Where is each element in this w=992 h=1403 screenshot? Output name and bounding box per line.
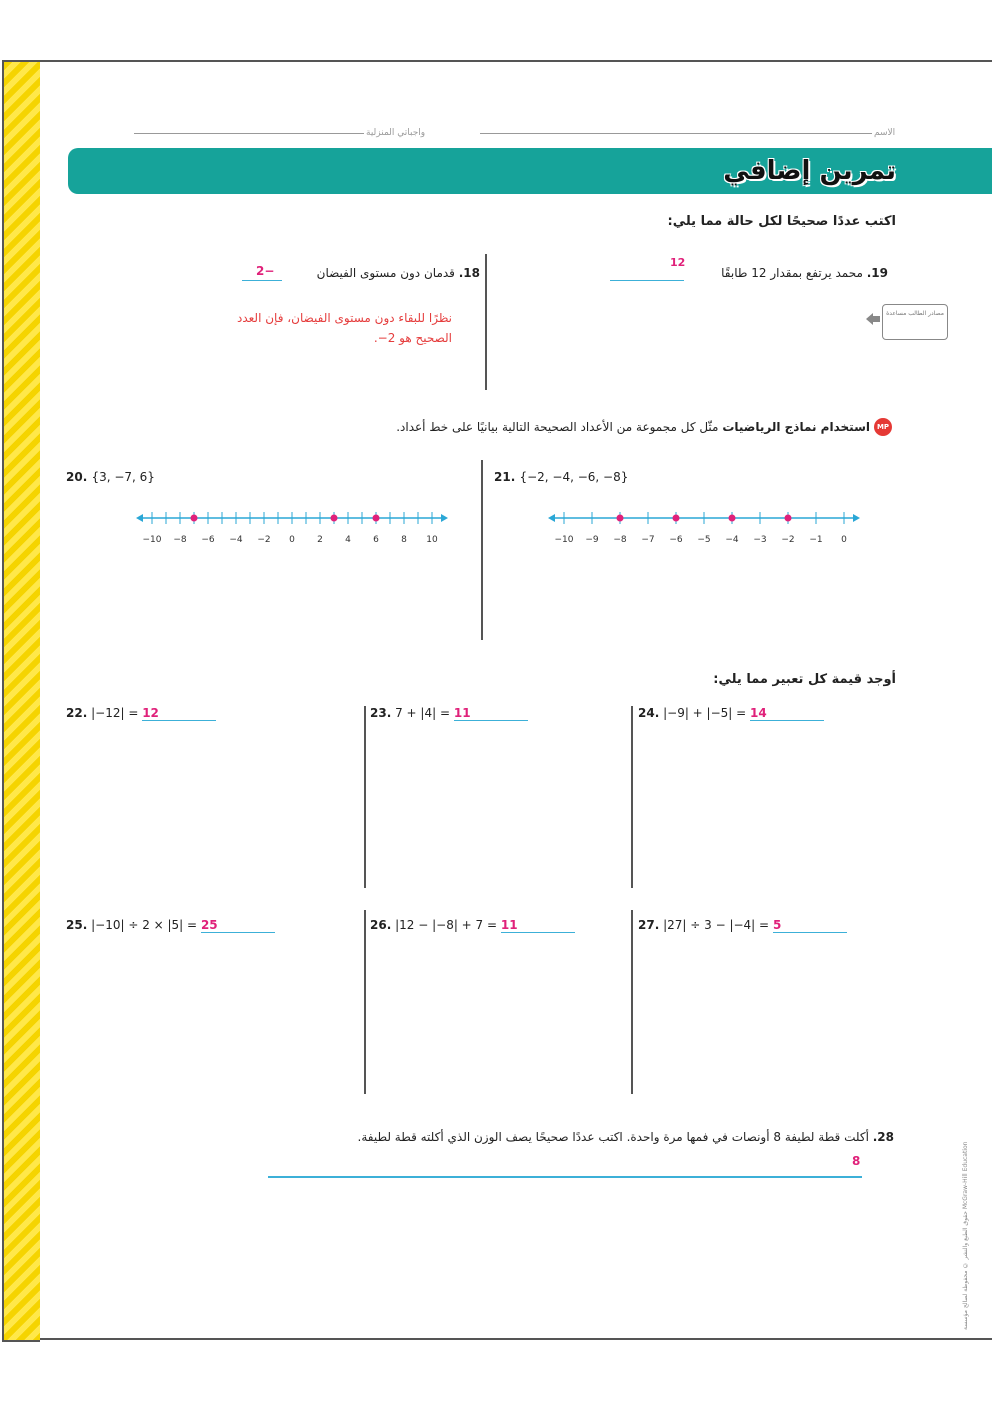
q20-tick-label: −10	[142, 535, 162, 545]
q28-number: 28.	[872, 1130, 894, 1144]
q23-answer: 11	[453, 706, 471, 720]
q21	[494, 470, 628, 484]
q21-arrow-right-icon	[853, 514, 860, 522]
name-label: الاسم	[874, 128, 896, 138]
yellow-side-stripe	[2, 60, 40, 1342]
q19-answer-line	[610, 256, 686, 281]
section1-instruction: اكتب عددًا صحيحًا لكل حالة مما يلي:	[667, 214, 896, 229]
divider-q20-q21	[481, 460, 483, 640]
q28-answer-line	[268, 1176, 862, 1178]
q22	[66, 706, 216, 721]
q20-tick-label: −2	[257, 535, 271, 545]
q24-answer: 14	[750, 706, 767, 720]
worksheet-page	[0, 60, 992, 1340]
q21-number: 21.	[494, 470, 516, 484]
student-help-tag[interactable]: مصادر الطالب مساعدة	[882, 304, 948, 340]
q20-tick-label: 2	[317, 535, 323, 545]
q19-answer: 12	[670, 256, 686, 269]
q21-point[interactable]	[673, 515, 680, 522]
q20-arrow-right-icon	[441, 514, 448, 522]
q20-tick-label: 8	[401, 535, 407, 545]
q21-tick-label: 0	[841, 535, 847, 545]
q21-tick-label: −4	[725, 535, 739, 545]
q23	[370, 706, 528, 721]
subject-label: واجباتي المنزلية	[366, 128, 426, 138]
q21-tick-label: −5	[697, 535, 711, 545]
q20-point[interactable]	[191, 515, 198, 522]
q20-tick-label: 6	[373, 535, 379, 545]
section2-instruction-row	[396, 420, 870, 434]
q18-text: قدمان دون مستوى الفيضان	[316, 266, 455, 280]
section3-instruction: أوجد قيمة كل تعبير مما يلي:	[713, 672, 896, 687]
q27-answer-line	[773, 918, 847, 933]
q28-answer: 8	[852, 1154, 861, 1168]
q22-answer-line	[142, 706, 216, 721]
q20-tick-label: 0	[289, 535, 295, 545]
q21-tick-label: −9	[585, 535, 599, 545]
page-title: تمرين إضافي	[723, 156, 896, 186]
q27-answer: 5	[772, 918, 782, 932]
q22-expr: |−12| =	[91, 706, 139, 720]
q18	[317, 266, 480, 280]
q21-point[interactable]	[617, 515, 624, 522]
q20-tick-label: −4	[229, 535, 243, 545]
q27-expr: |27| ÷ 3 − |−4| =	[663, 918, 770, 932]
q18-answer: 2−	[256, 264, 275, 278]
q25	[66, 918, 275, 933]
q20-point[interactable]	[373, 515, 380, 522]
q24-number: 24.	[638, 706, 660, 720]
q20-tick-label: 4	[345, 535, 351, 545]
divider-q23-q24	[631, 706, 633, 888]
q21-number-line	[548, 504, 868, 548]
q26-expr: |12 − |−8| + 7 =	[395, 918, 498, 932]
q26-number: 26.	[370, 918, 392, 932]
q21-tick-label: −10	[554, 535, 574, 545]
q21-tick-label: −3	[753, 535, 767, 545]
q20-tick-label: −8	[173, 535, 187, 545]
mp-bullet-icon: MP	[874, 418, 892, 436]
divider-q18-q19	[485, 254, 487, 390]
copyright-note: حقوق الطبع والنشر © محفوظة لصالح مؤسسة McGraw-Hill Education	[962, 1141, 969, 1330]
q26-answer-line	[501, 918, 575, 933]
q18-explanation	[142, 308, 452, 348]
q21-tick-label: −6	[669, 535, 683, 545]
divider-q22-q23	[364, 706, 366, 888]
q18-number: 18.	[458, 266, 480, 280]
q26-answer: 11	[500, 918, 518, 932]
frame-top	[2, 60, 992, 62]
q25-number: 25.	[66, 918, 88, 932]
q19	[721, 266, 888, 280]
q21-point[interactable]	[729, 515, 736, 522]
q25-expr: |−10| ÷ 2 × |5| =	[91, 918, 198, 932]
q20-set: {3, −7, 6}	[91, 470, 155, 484]
q18-explanation-line1: نظرًا للبقاء دون مستوى الفيضان، فإن العدد	[237, 311, 452, 325]
q21-tick-label: −1	[809, 535, 823, 545]
q22-number: 22.	[66, 706, 88, 720]
divider-q26-q27	[631, 910, 633, 1094]
name-line	[480, 133, 872, 134]
q19-number: 19.	[866, 266, 888, 280]
q23-number: 23.	[370, 706, 392, 720]
q20-tick-label: −6	[201, 535, 215, 545]
subject-line	[134, 133, 364, 134]
q20-arrow-left-icon	[136, 514, 143, 522]
q20-tick-label: 10	[426, 535, 438, 545]
q21-tick-label: −8	[613, 535, 627, 545]
q28-text: أكلت قطة لطيفة 8 أونصات في فمها مرة واحدة. اكتب عددًا صحيحًا يصف الوزن الذي أكلته قطة لطيفة.	[357, 1130, 869, 1144]
q18-explanation-line2: الصحيح هو 2−.	[373, 331, 452, 345]
q21-point[interactable]	[785, 515, 792, 522]
q27	[638, 918, 847, 933]
section2-instruction: مثّل كل مجموعة من الأعداد الصحيحة التالية بيانيًا على خط أعداد.	[396, 420, 719, 434]
section2-title: استخدام نماذج الرياضيات	[722, 420, 870, 434]
q18-answer-line	[242, 266, 282, 281]
q21-tick-label: −7	[641, 535, 655, 545]
arrow-left-icon	[866, 312, 880, 326]
q20-number-line	[136, 504, 456, 548]
q21-tick-label: −2	[781, 535, 795, 545]
q24-expr: |−9| + |−5| =	[663, 706, 747, 720]
q25-answer-line	[201, 918, 275, 933]
q21-set: {−2, −4, −6, −8}	[519, 470, 629, 484]
q22-answer: 12	[142, 706, 159, 720]
frame-bottom	[2, 1338, 992, 1340]
divider-q25-q26	[364, 910, 366, 1094]
q24	[638, 706, 824, 721]
q20	[66, 470, 155, 484]
q20-number: 20.	[66, 470, 88, 484]
q23-answer-line	[454, 706, 528, 721]
q27-number: 27.	[638, 918, 660, 932]
q20-point[interactable]	[331, 515, 338, 522]
q24-answer-line	[750, 706, 824, 721]
q25-answer: 25	[200, 918, 218, 932]
q19-text: محمد يرتفع بمقدار 12 طابقًا	[721, 266, 863, 280]
q23-expr: 7 + |4| =	[395, 706, 451, 720]
q28	[194, 1130, 894, 1144]
q21-arrow-left-icon	[548, 514, 555, 522]
q26	[370, 918, 575, 933]
